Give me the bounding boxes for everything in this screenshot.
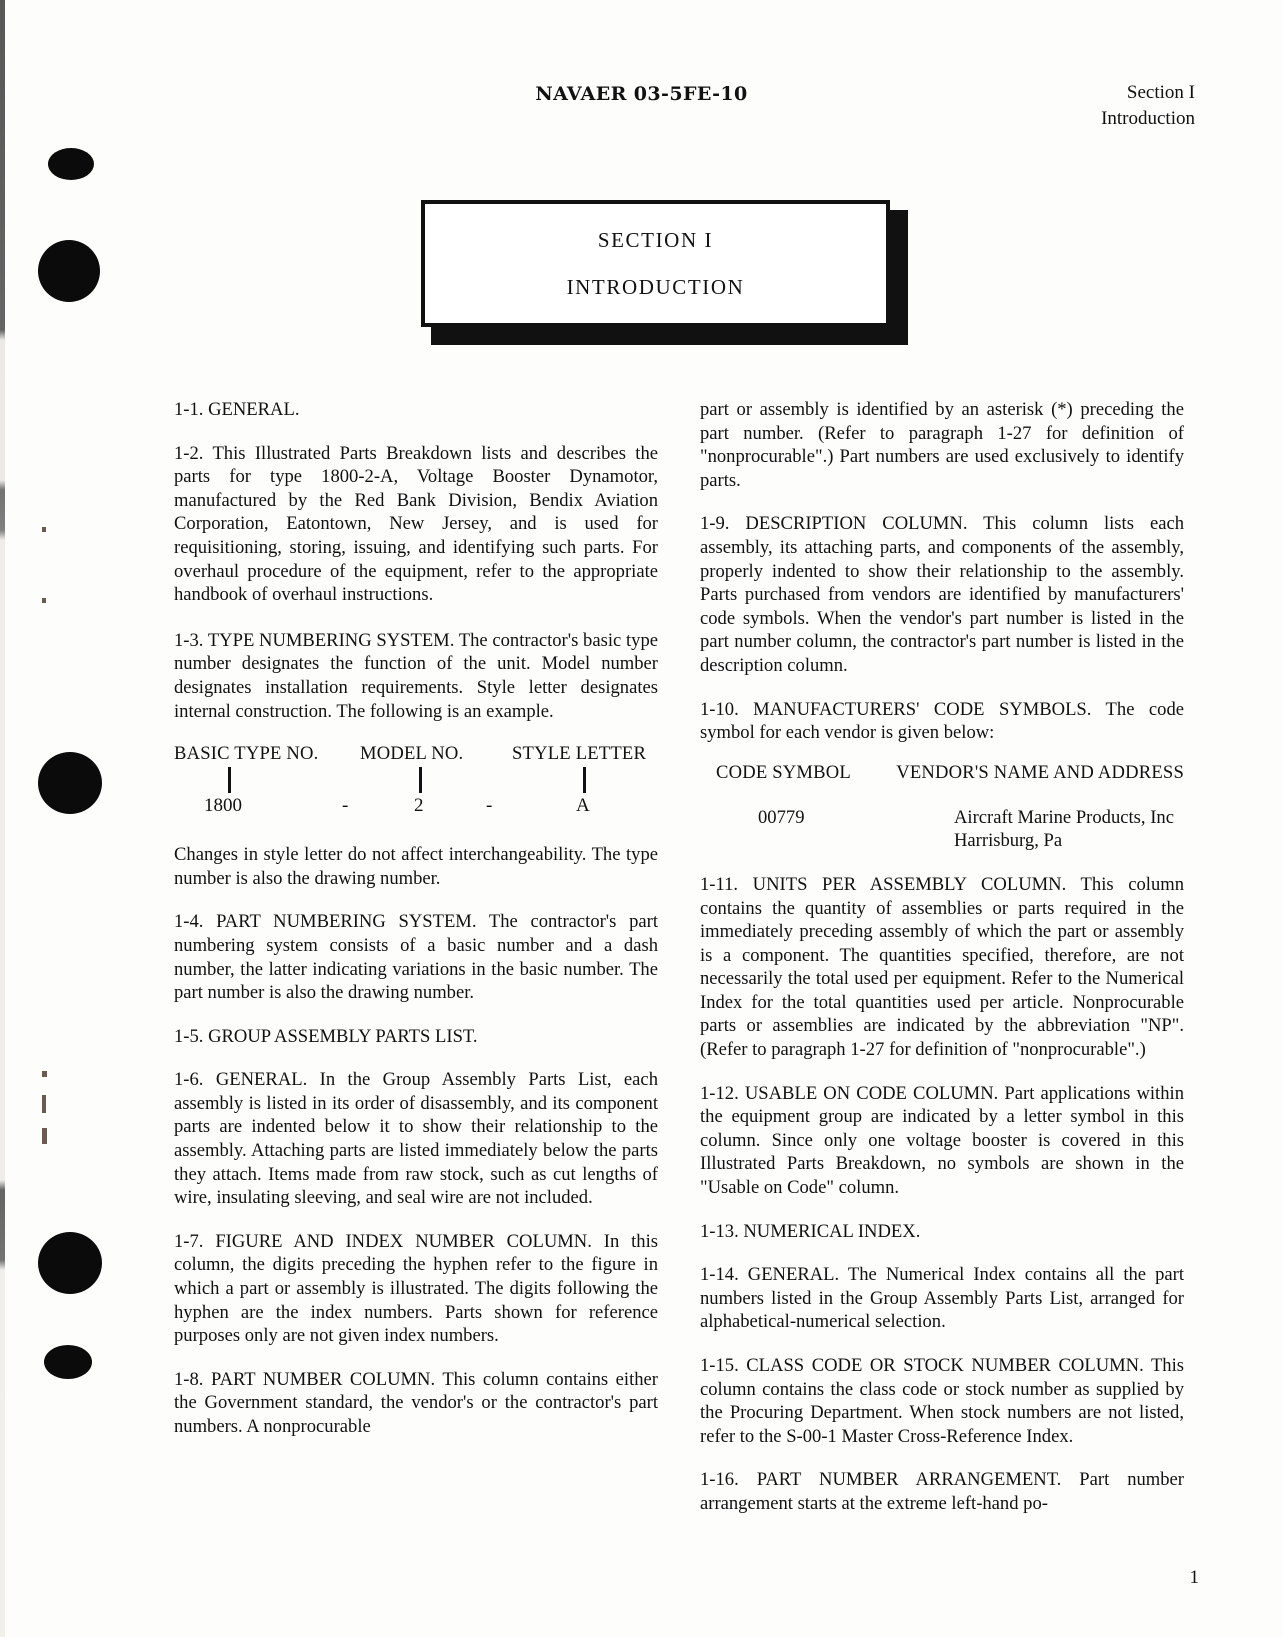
paragraph-changes-note: Changes in style letter do not affect interchangeability. The type number is also the drawing number. [174,844,658,889]
example-label-basic-type-no: BASIC TYPE NO. [174,743,319,765]
paragraph-1-8: 1-8. PART NUMBER COLUMN. This column contains either the Government standard, the vendor's or the contractor's part numbers. A nonprocurable [174,1368,658,1437]
leader-stem-model-no [419,767,422,793]
leader-stem-basic-type [228,767,231,793]
paragraph-1-8-continued: part or assembly is identified by an asterisk (*) preceding the part number. (Refer to paragraph 1-27 for definition of "nonprocurable".) Part numbers are used exclusively to identify parts. [700,399,1184,491]
vendor-code-value: 00779 [758,806,805,828]
example-dash-1: - [342,795,349,817]
paragraph-1-16: 1-16. PART NUMBER ARRANGEMENT. Part number arrangement starts at the extreme left-hand po- [700,1469,1184,1514]
plaque-title-line2: INTRODUCTION [566,274,745,299]
example-leader-stems [174,765,658,795]
left-text-column [174,398,658,1439]
paragraph-1-3: 1-3. TYPE NUMBERING SYSTEM. The contractor's basic type number designates the function of the unit. Model number designates installation requirements. Style letter designates internal construction. The following is an example. [174,629,658,722]
example-value-model: 2 [414,795,424,817]
vendor-table-header-row [700,762,1184,784]
example-label-model-no: MODEL NO. [360,743,464,765]
leader-stem-style-letter [583,767,586,793]
vendor-code-table [700,762,1184,853]
paragraph-1-14: 1-14. GENERAL. The Numerical Index contains all the part numbers listed in the Group Assembly Parts List, arranged for alphabetical-numerical selection. [700,1264,1184,1333]
paragraph-1-4: 1-4. PART NUMBERING SYSTEM. The contractor's part numbering system consists of a basic number and a dash number, the latter indicating variations in the basic number. The part number is also the drawing number. [174,911,658,1004]
section-header-line2: Introduction [1101,107,1195,129]
paragraph-1-1: 1-1. GENERAL. [174,399,300,420]
paragraph-1-10: 1-10. MANUFACTURERS' CODE SYMBOLS. The code symbol for each vendor is given below: [700,698,1184,744]
paragraph-1-15: 1-15. CLASS CODE OR STOCK NUMBER COLUMN. This column contains the class code or stock number as supplied by the Procuring Department. When stock numbers are not listed, refer to the S-00-1 Master Cross-Reference Index. [700,1355,1184,1447]
vendor-name-line1: Aircraft Marine Products, Inc [954,806,1174,828]
body-columns [0,398,1283,1578]
table-row [700,806,1184,853]
plaque-title-line1: SECTION I [597,227,714,252]
example-dash-2: - [486,795,493,817]
right-text-column [700,398,1184,1516]
paragraph-1-11: 1-11. UNITS PER ASSEMBLY COLUMN. This column contains the quantity of assemblies or parts required in the immediately preceding assembly of which the part or assembly is a component. The quantities specified, therefore, are not necessarily the total used per equipment. Refer to the Numerical Index for the total quantities used per article. Nonprocurable parts or assemblies are indicated by the abbreviation "NP". (Refer to paragraph 1-27 for definition of "nonprocurable".) [700,873,1184,1061]
paragraph-1-13: 1-13. NUMERICAL INDEX. [700,1220,921,1242]
punch-hole-mark [48,148,94,180]
vendor-name-address [954,806,1174,853]
plaque-box [421,200,890,327]
example-value-basic-type: 1800 [204,795,242,817]
paragraph-1-9: 1-9. DESCRIPTION COLUMN. This column lists each assembly, its attaching parts, and components of the assembly, properly indented to show their relationship to the assembly. Parts purchased from vendors are identified by manufacturers' code symbols. When the vendor's part number is listed in the part number column, the contractor's part number is listed in the description column. [700,513,1184,676]
example-label-style-letter: STYLE LETTER [512,743,647,765]
paragraph-1-7: 1-7. FIGURE AND INDEX NUMBER COLUMN. In this column, the digits preceding the hyphen refer to the figure in which a part or assembly is illustrated. The digits following the hyphen are the index numbers. Parts shown for reference purposes only are not given index numbers. [174,1230,658,1347]
paragraph-1-6: 1-6. GENERAL. In the Group Assembly Parts List, each assembly is listed in its order of disassembly, and its component parts are indented below it to show their relationship to the assembly. Attaching parts are listed immediately below the parts they attach. Items made from raw stock, such as cut lengths of wire, insulating sleeving, and seal wire are not included. [174,1069,658,1209]
section-header [1101,80,1195,131]
document-number-header: NAVAER 03-5FE-10 [535,83,748,105]
punch-hole-mark [38,240,100,302]
example-values-row [174,795,658,821]
paragraph-1-5: 1-5. GROUP ASSEMBLY PARTS LIST. [174,1025,478,1047]
example-value-style-letter: A [576,795,590,817]
vendor-name-line2: Harrisburg, Pa [954,830,1063,852]
section-header-line1: Section I [1126,82,1195,103]
vendor-table-header-name: VENDOR'S NAME AND ADDRESS [896,761,1184,783]
paragraph-1-12: 1-12. USABLE ON CODE COLUMN. Part applications within the equipment group are indicated by a letter symbol in this column. Since only one voltage booster is covered in this Illustrated Parts Breakdown, no symbols are shown in the "Usable on Code" column. [700,1082,1184,1199]
page-number: 1 [1189,1567,1199,1588]
paragraph-1-2: 1-2. This Illustrated Parts Breakdown lists and describes the parts for type 1800-2-A, Voltage Booster Dynamotor, manufactured by the Red Bank Division, Bendix Aviation Corporation, Eatontown, New Jersey, and is used for requisitioning, storing, issuing, and identifying such parts. For overhaul procedure of the equipment, refer to the appropriate handbook of overhaul instructions. [174,442,658,606]
type-number-example-diagram [174,743,658,821]
vendor-table-header-code: CODE SYMBOL [716,761,851,783]
section-title-plaque [421,200,908,345]
example-column-labels [174,743,658,765]
